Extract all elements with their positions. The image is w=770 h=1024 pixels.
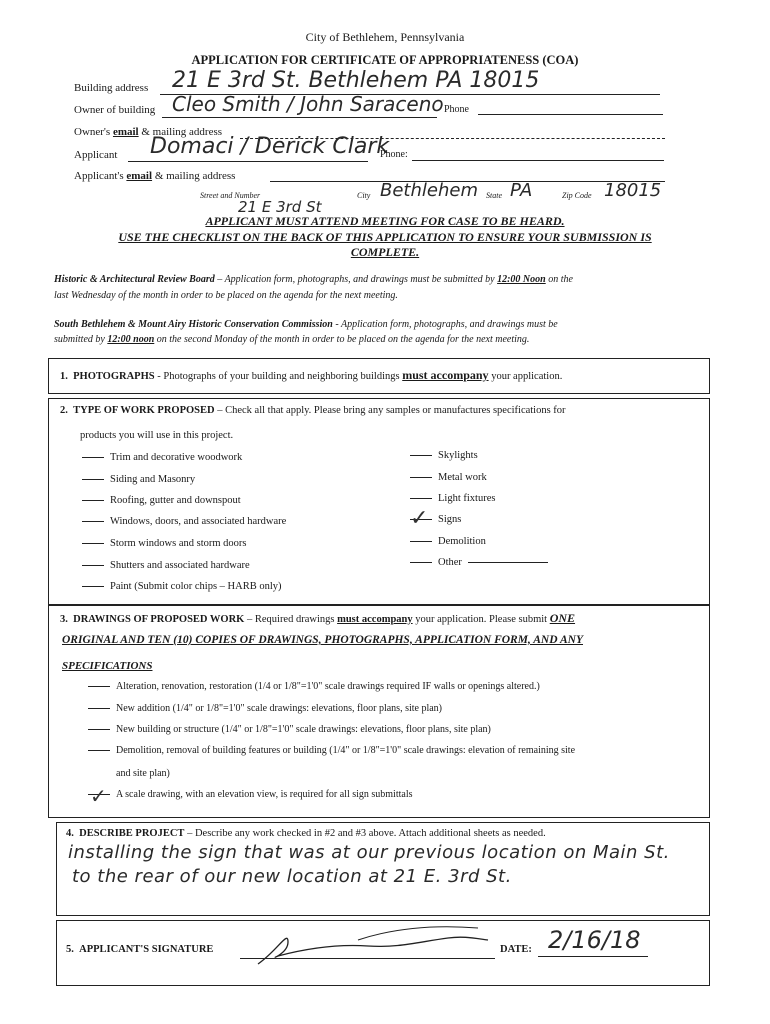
checkbox-blank[interactable]	[410, 477, 432, 478]
work-type-label: Roofing, gutter and downspout	[110, 495, 241, 506]
harb-paragraph-2: last Wednesday of the month in order to be placed on the agenda for the next meeting.	[54, 290, 398, 301]
work-type-trim-and-decorative-woodwork[interactable]	[82, 452, 242, 463]
checkbox-blank[interactable]	[82, 457, 104, 458]
checkbox-blank[interactable]	[88, 708, 110, 709]
work-type-windows-doors-and-associated-hardware[interactable]	[82, 516, 286, 527]
checkbox-blank[interactable]	[82, 521, 104, 522]
section-2-subtext: products you will use in this project.	[80, 430, 234, 441]
work-type-light-fixtures[interactable]	[410, 493, 495, 504]
section-5-label: 5. APPLICANT'S SIGNATURE	[66, 944, 214, 955]
work-type-metal-work[interactable]	[410, 472, 487, 483]
state-label: State	[486, 191, 502, 200]
applicant-phone-label: Phone:	[380, 149, 408, 160]
applicant-line	[128, 161, 368, 162]
applicant-label: Applicant	[74, 149, 118, 161]
other-field[interactable]	[468, 562, 548, 563]
notice-line-1: APPLICANT MUST ATTEND MEETING FOR CASE TO BE HEARD.	[205, 214, 565, 228]
form-title: APPLICATION FOR CERTIFICATE OF APPROPRIATENESS (COA)	[191, 53, 579, 67]
owner-label: Owner of building	[74, 104, 156, 116]
work-type-storm-windows-and-storm-doors[interactable]	[82, 538, 247, 549]
notice-line-3: COMPLETE.	[350, 245, 420, 259]
checkbox-blank[interactable]	[82, 479, 104, 480]
date-label: DATE:	[500, 944, 532, 955]
zip-field[interactable]: 18015	[604, 180, 662, 201]
work-type-label: Light fixtures	[438, 493, 496, 504]
checkbox-blank[interactable]	[410, 562, 432, 563]
work-type-roofing-gutter-and-downspout[interactable]	[82, 495, 241, 506]
work-type-label: Signs	[438, 514, 462, 525]
describe-project-answer-2[interactable]: to the rear of our new location at 21 E. 3rd St.	[72, 866, 512, 887]
zip-label: Zip Code	[562, 191, 592, 200]
building-address-field[interactable]: 21 E 3rd St. Bethlehem PA 18015	[172, 68, 540, 93]
drawing-item-0[interactable]	[88, 681, 540, 692]
drawing-item-1[interactable]	[88, 703, 442, 714]
work-type-label: Trim and decorative woodwork	[110, 452, 243, 463]
date-line	[538, 956, 648, 957]
work-type-label: Siding and Masonry	[110, 474, 196, 485]
signs-check-mark: ✓	[410, 506, 429, 531]
section-1-text: 1. PHOTOGRAPHS - Photographs of your building and neighboring buildings must accompany your application.	[60, 368, 563, 382]
work-type-label: Metal work	[438, 472, 487, 483]
work-type-demolition[interactable]	[410, 536, 486, 547]
drawing-item-label: New building or structure (1/4" or 1/8"=1'0" scale drawings: elevations, floor plans, site plan)	[116, 724, 491, 735]
sbmahcc-paragraph: South Bethlehem & Mount Airy Historic Conservation Commission - Application form, photographs, and drawings must be	[54, 319, 558, 330]
work-type-label: Storm windows and storm doors	[110, 538, 247, 549]
drawing-item-label: and site plan)	[116, 768, 170, 779]
work-type-siding-and-masonry[interactable]	[82, 474, 195, 485]
harb-paragraph: Historic & Architectural Review Board – Application form, photographs, and drawings must be submitted by 12:00 Noon on the	[54, 274, 573, 285]
applicant-field[interactable]: Domaci / Derick Clark	[150, 134, 390, 159]
state-field[interactable]: PA	[510, 180, 533, 201]
work-type-other[interactable]	[410, 557, 554, 568]
owner-phone-label: Phone	[444, 104, 469, 115]
drawing-item-label: Alteration, renovation, restoration (1/4 or 1/8"=1'0" scale drawings required IF walls or openings altered.)	[116, 681, 540, 692]
sbmahcc-paragraph-2: submitted by 12:00 noon on the second Monday of the month in order to be placed on the agenda for the next meeting.	[54, 334, 530, 345]
work-type-paint-submit-color-chips-harb-only[interactable]	[82, 581, 282, 592]
drawing-item-3[interactable]	[88, 745, 575, 756]
notice-line-2: USE THE CHECKLIST ON THE BACK OF THIS APPLICATION TO ENSURE YOUR SUBMISSION IS	[118, 230, 652, 244]
work-type-label: Shutters and associated hardware	[110, 560, 250, 571]
checkbox-blank[interactable]	[88, 686, 110, 687]
street-label: Street and Number	[200, 191, 261, 200]
work-type-skylights[interactable]	[410, 450, 478, 461]
city-header: City of Bethlehem, Pennsylvania	[305, 30, 465, 44]
section-4-header: 4. DESCRIBE PROJECT – Describe any work checked in #2 and #3 above. Attach additional sheets as needed.	[66, 828, 546, 839]
section-3-line-2: ORIGINAL AND TEN (10) COPIES OF DRAWINGS, PHOTOGRAPHS, APPLICATION FORM, AND ANY	[62, 634, 583, 646]
checkbox-blank[interactable]	[82, 586, 104, 587]
owner-line	[162, 117, 437, 118]
building-address-label: Building address	[74, 82, 149, 94]
checkbox-blank[interactable]	[88, 729, 110, 730]
work-type-label: Demolition	[438, 536, 486, 547]
street-field[interactable]: 21 E 3rd St	[238, 198, 322, 216]
section-3-line-3: SPECIFICATIONS	[62, 660, 153, 672]
describe-project-answer-1[interactable]: installing the sign that was at our previous location on Main St.	[68, 842, 670, 863]
city-field[interactable]: Bethlehem	[380, 180, 478, 201]
drawing-item-4	[116, 768, 170, 779]
sign-drawing-check-mark: ✓	[90, 784, 107, 808]
work-type-label: Skylights	[438, 450, 478, 461]
applicant-email-label: Applicant's email & mailing address	[74, 170, 236, 182]
city-label: City	[357, 191, 371, 200]
drawing-item-5[interactable]	[88, 789, 413, 800]
applicant-phone-field[interactable]	[412, 160, 664, 161]
work-type-label: Windows, doors, and associated hardware	[110, 516, 287, 527]
work-type-shutters-and-associated-hardware[interactable]	[82, 560, 250, 571]
checkbox-blank[interactable]	[410, 541, 432, 542]
drawing-item-label: New addition (1/4" or 1/8"=1'0" scale drawings: elevations, floor plans, site plan)	[116, 703, 443, 714]
date-field[interactable]: 2/16/18	[548, 926, 641, 954]
checkbox-blank[interactable]	[410, 498, 432, 499]
section-3-header: 3. DRAWINGS OF PROPOSED WORK – Required drawings must accompany your application. Please submit ONE	[60, 611, 576, 625]
checkbox-blank[interactable]	[88, 750, 110, 751]
checkbox-blank[interactable]	[82, 543, 104, 544]
work-type-label: Other	[438, 557, 462, 568]
checkbox-blank[interactable]	[82, 500, 104, 501]
checkbox-blank[interactable]	[82, 565, 104, 566]
drawing-item-2[interactable]	[88, 724, 491, 735]
drawing-item-label: Demolition, removal of building features or building (1/4" or 1/8"=1'0" scale drawings: elevation of remaining site	[116, 745, 576, 756]
owner-phone-field[interactable]	[478, 114, 663, 115]
section-2-header: 2. TYPE OF WORK PROPOSED – Check all that apply. Please bring any samples or manufactures specifications for	[60, 405, 566, 416]
checkbox-blank[interactable]	[410, 455, 432, 456]
owner-field[interactable]: Cleo Smith / John Saraceno	[172, 92, 444, 116]
applicant-signature[interactable]	[248, 920, 498, 970]
drawing-item-label: A scale drawing, with an elevation view, is required for all sign submittals	[116, 789, 413, 800]
work-type-label: Paint (Submit color chips – HARB only)	[110, 581, 282, 592]
owner-email-label: Owner's email & mailing address	[74, 126, 223, 138]
